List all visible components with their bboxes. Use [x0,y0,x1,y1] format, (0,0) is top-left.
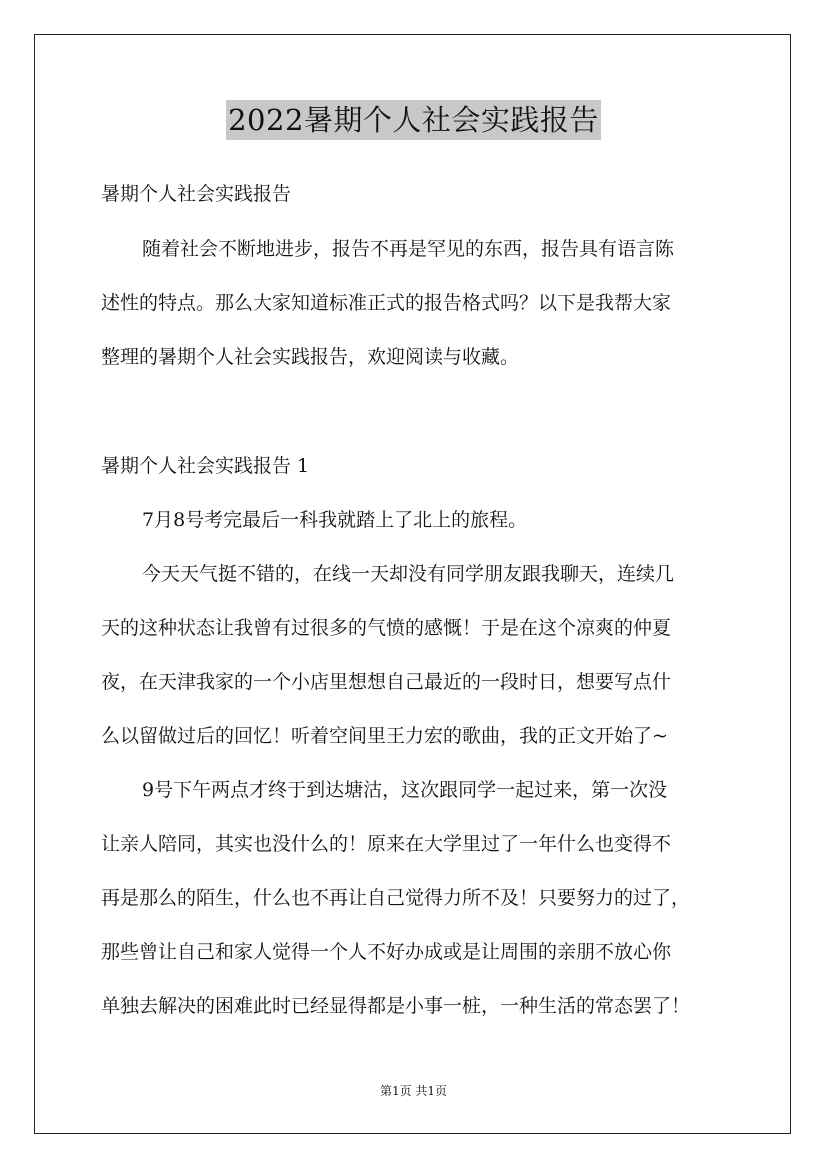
title-container [0,100,827,140]
subtitle: 暑期个人社会实践报告 [101,183,292,205]
paragraph-line: 那些曾让自己和家人觉得一个人不好办成或是让周围的亲朋不放心你 [101,941,672,963]
paragraph-line: 夜，在天津我家的一个小店里想想自己最近的一段时日，想要写点什 [101,671,672,693]
paragraph-line: 9号下午两点才终于到达塘沽，这次跟同学一起过来，第一次没 [142,779,668,801]
paragraph-line: 再是那么的陌生，什么也不再让自己觉得力所不及！只要努力的过了， [101,887,691,909]
document-title: 2022暑期个人社会实践报告 [226,100,601,140]
intro-line: 整理的暑期个人社会实践报告，欢迎阅读与收藏。 [101,346,520,368]
paragraph-line: 天的这种状态让我曾有过很多的气愤的感慨！于是在这个凉爽的仲夏 [101,617,672,639]
section-heading: 暑期个人社会实践报告 1 [101,455,310,477]
paragraph-line: 7月8号考完最后一科我就踏上了北上的旅程。 [142,509,528,531]
paragraph-line: 单独去解决的困难此时已经显得都是小事一桩，一种生活的常态罢了！ [101,995,691,1017]
intro-line: 述性的特点。那么大家知道标准正式的报告格式吗？以下是我帮大家 [101,292,672,314]
paragraph-line: 今天天气挺不错的，在线一天却没有同学朋友跟我聊天，连续几 [142,563,675,585]
page-footer: 第1页 共1页 [379,1084,448,1098]
paragraph-line: 让亲人陪同，其实也没什么的！原来在大学里过了一年什么也变得不 [101,833,672,855]
intro-line: 随着社会不断地进步，报告不再是罕见的东西，报告具有语言陈 [142,238,675,260]
paragraph-line: 么以留做过后的回忆！听着空间里王力宏的歌曲，我的正文开始了~ [101,725,668,747]
